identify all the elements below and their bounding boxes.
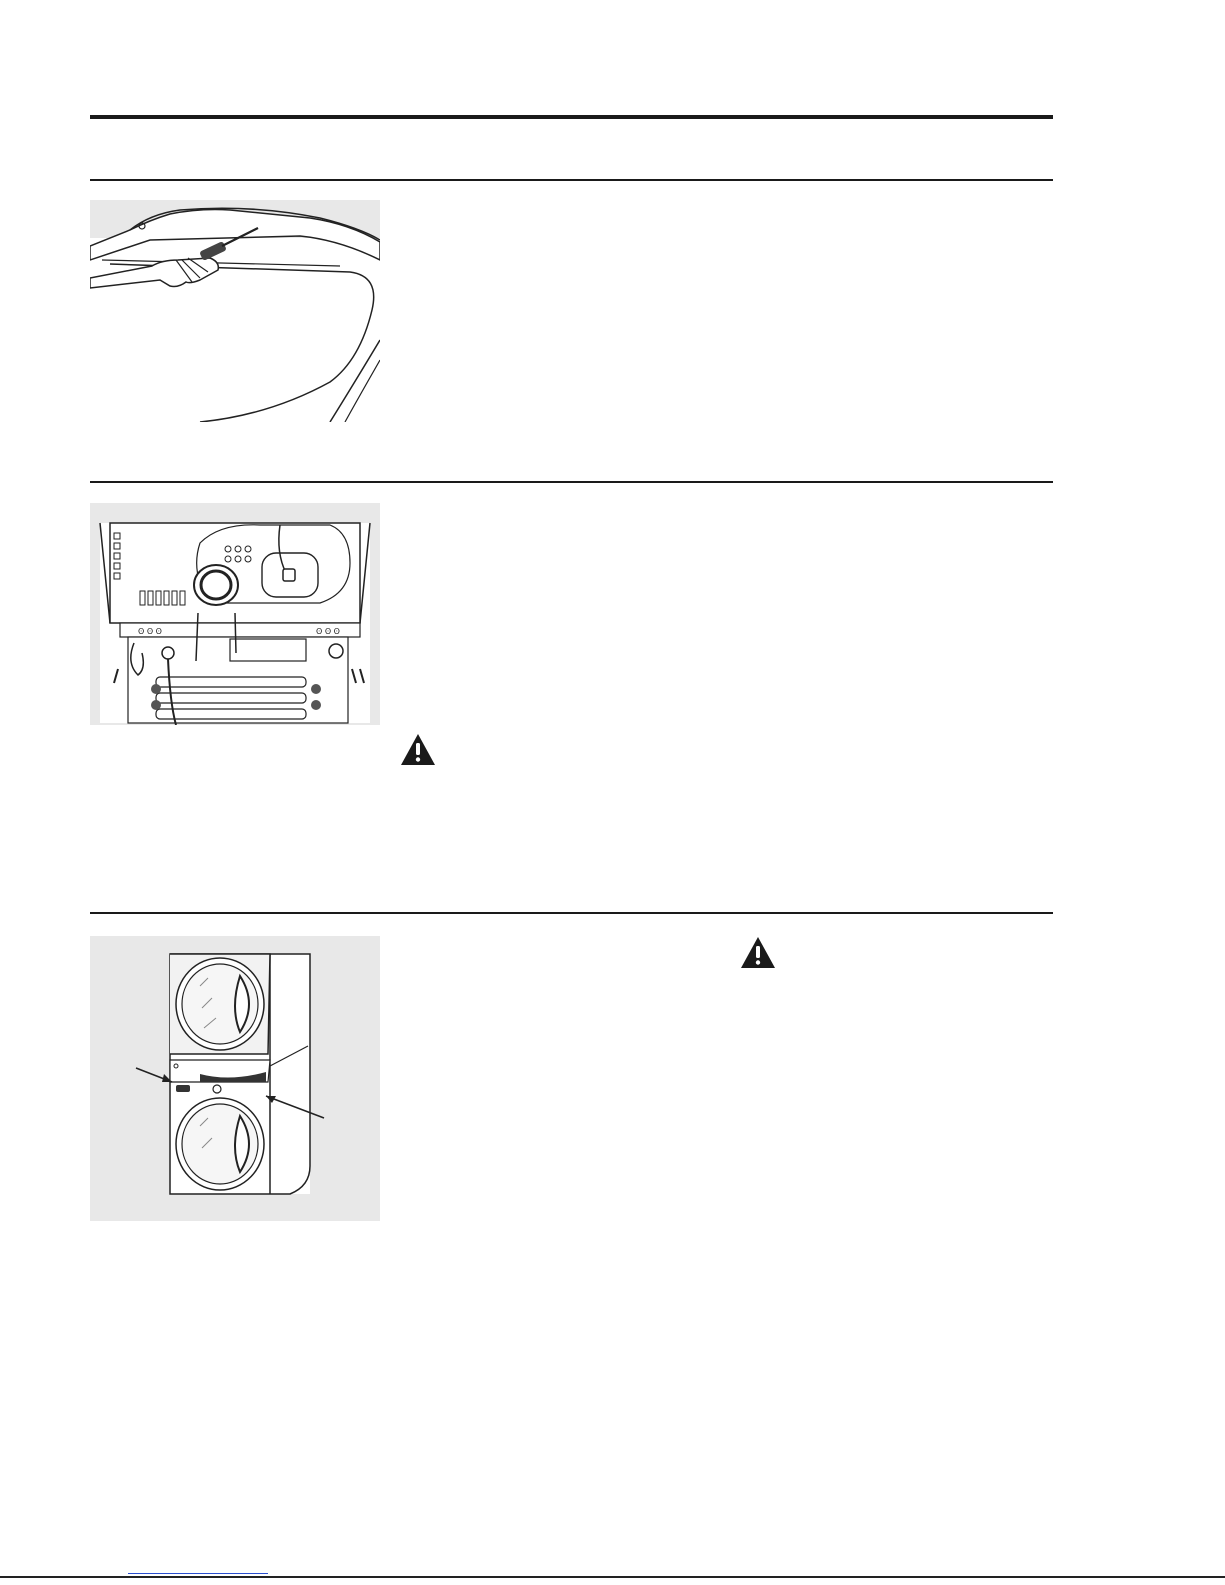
- warning-1: [400, 733, 436, 766]
- svg-text:ʘ ʘ ʘ: ʘ ʘ ʘ: [316, 627, 340, 636]
- top-rule: [90, 115, 1053, 119]
- section-1-rule: [90, 179, 1053, 181]
- screwdriver-panel-illustration: [90, 200, 380, 422]
- warning-2: [740, 936, 776, 969]
- warning-triangle-icon: [400, 733, 436, 766]
- figure-stacked-washer-dryer: [90, 936, 380, 1221]
- footer-rule: [0, 1576, 1225, 1578]
- dryer-back-panel-illustration: [90, 503, 380, 725]
- section-2-rule: [90, 481, 1053, 483]
- figure-dryer-back-panel: [90, 503, 380, 725]
- svg-text:ʘ ʘ ʘ: ʘ ʘ ʘ: [138, 627, 162, 636]
- page-description: [0, 0, 1, 1]
- warning-triangle-icon: [740, 936, 776, 969]
- figure-screwdriver-panel: [90, 200, 380, 422]
- footer-link[interactable]: [128, 1573, 268, 1574]
- section-3-rule: [90, 912, 1053, 914]
- stacked-washer-dryer-illustration: [90, 936, 380, 1221]
